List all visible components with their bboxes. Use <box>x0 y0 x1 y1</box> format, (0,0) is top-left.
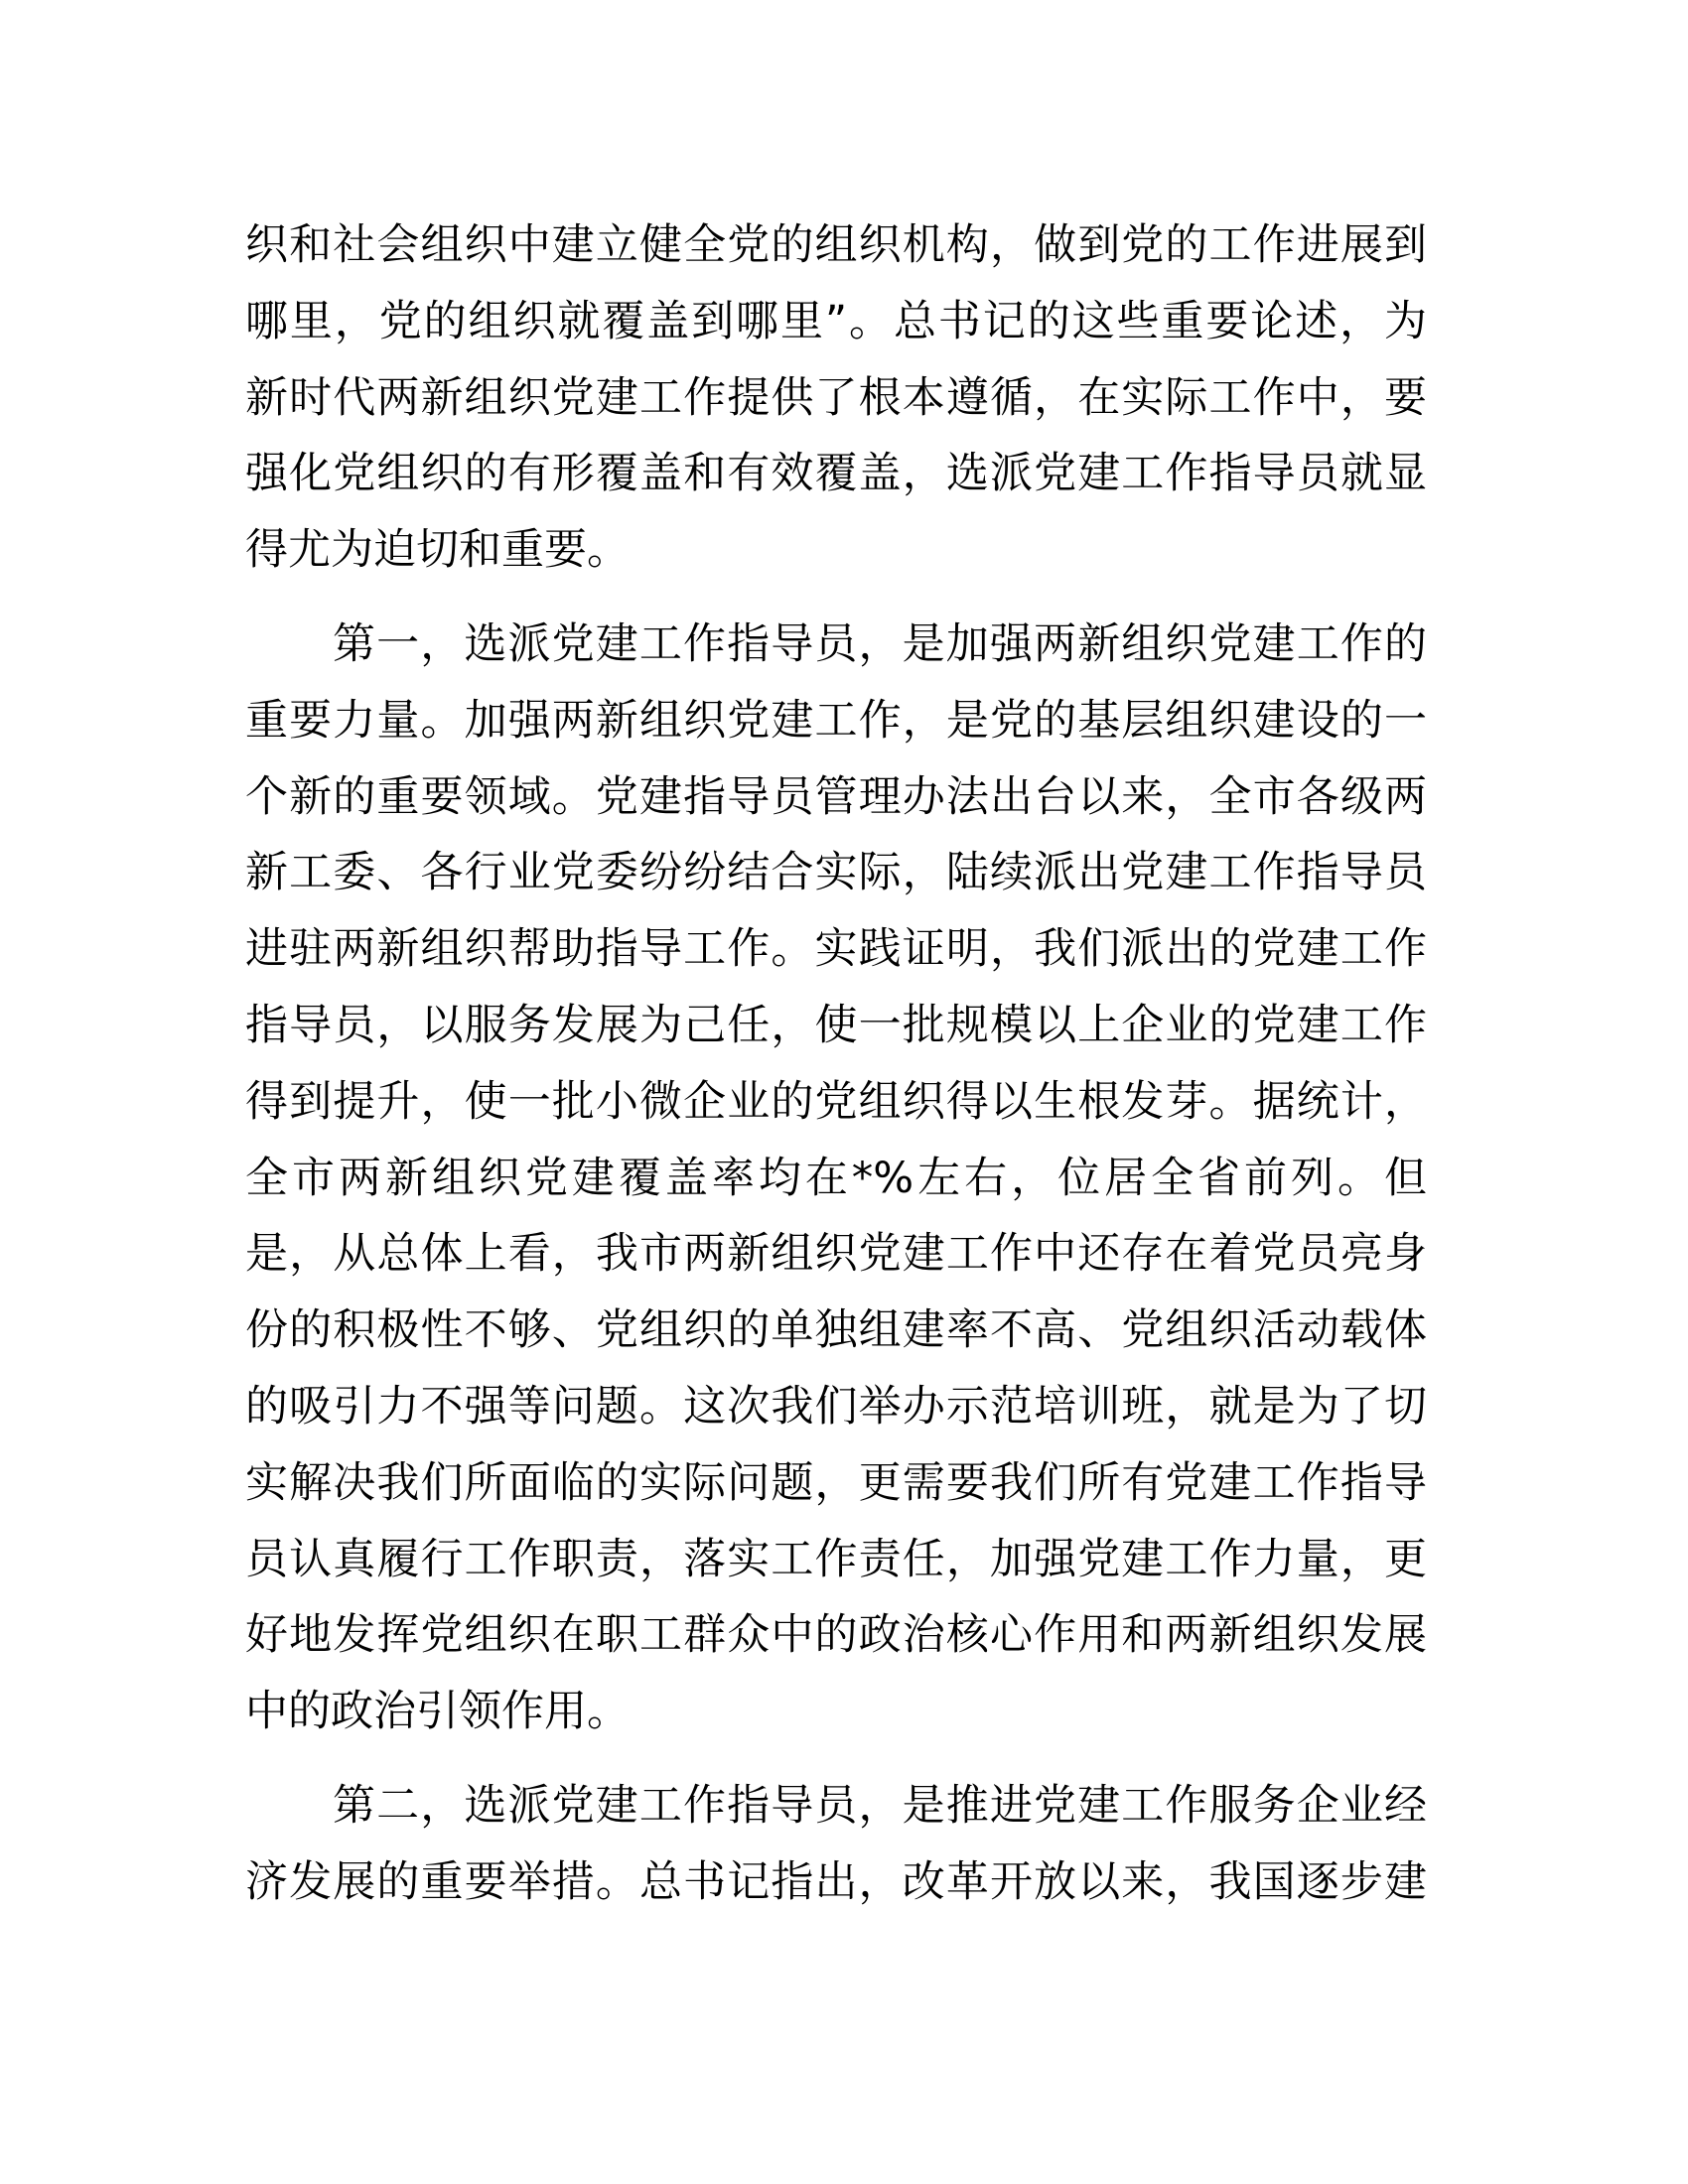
paragraph <box>245 207 1427 589</box>
text-line: 强化党组织的有形覆盖和有效覆盖，选派党建工作指导员就显 <box>245 449 1427 499</box>
text-line: 织和社会组织中建立健全党的组织机构，做到党的工作进展到 <box>245 220 1427 270</box>
document-body <box>245 207 1427 1939</box>
text-line: 第二，选派党建工作指导员，是推进党建工作服务企业经 <box>333 1780 1427 1831</box>
text-line: 份的积极性不够、党组织的单独组建率不高、党组织活动载体 <box>245 1305 1427 1356</box>
paragraph <box>245 607 1427 1750</box>
text-line: 全市两新组织党建覆盖率均在*%左右，位居全省前列。但 <box>245 1153 1427 1203</box>
text-line: 员认真履行工作职责，落实工作责任，加强党建工作力量，更 <box>245 1534 1427 1584</box>
text-line: 哪里，党的组织就覆盖到哪里”。总书记的这些重要论述，为 <box>245 296 1427 346</box>
text-line: 重要力量。加强两新组织党建工作，是党的基层组织建设的一 <box>245 695 1427 746</box>
text-line: 好地发挥党组织在职工群众中的政治核心作用和两新组织发展 <box>245 1610 1427 1661</box>
text-line: 第一，选派党建工作指导员，是加强两新组织党建工作的 <box>333 618 1427 669</box>
text-line: 得到提升，使一批小微企业的党组织得以生根发芽。据统计， <box>245 1076 1427 1127</box>
text-line: 进驻两新组织帮助指导工作。实践证明，我们派出的党建工作 <box>245 924 1427 975</box>
text-line: 济发展的重要举措。总书记指出，改革开放以来，我国逐步建 <box>245 1856 1427 1907</box>
text-line: 的吸引力不强等问题。这次我们举办示范培训班，就是为了切 <box>245 1381 1427 1432</box>
text-line: 中的政治引领作用。 <box>245 1687 630 1737</box>
text-line: 新工委、各行业党委纷纷结合实际，陆续派出党建工作指导员 <box>245 848 1427 898</box>
text-line: 得尤为迫切和重要。 <box>245 525 630 576</box>
text-line: 指导员，以服务发展为己任，使一批规模以上企业的党建工作 <box>245 1000 1427 1050</box>
text-line: 新时代两新组织党建工作提供了根本遵循，在实际工作中，要 <box>245 372 1427 423</box>
text-line: 是，从总体上看，我市两新组织党建工作中还存在着党员亮身 <box>245 1229 1427 1280</box>
text-line: 实解决我们所面临的实际问题，更需要我们所有党建工作指导 <box>245 1457 1427 1508</box>
text-line: 个新的重要领域。党建指导员管理办法出台以来，全市各级两 <box>245 771 1427 822</box>
paragraph <box>245 1768 1427 1921</box>
